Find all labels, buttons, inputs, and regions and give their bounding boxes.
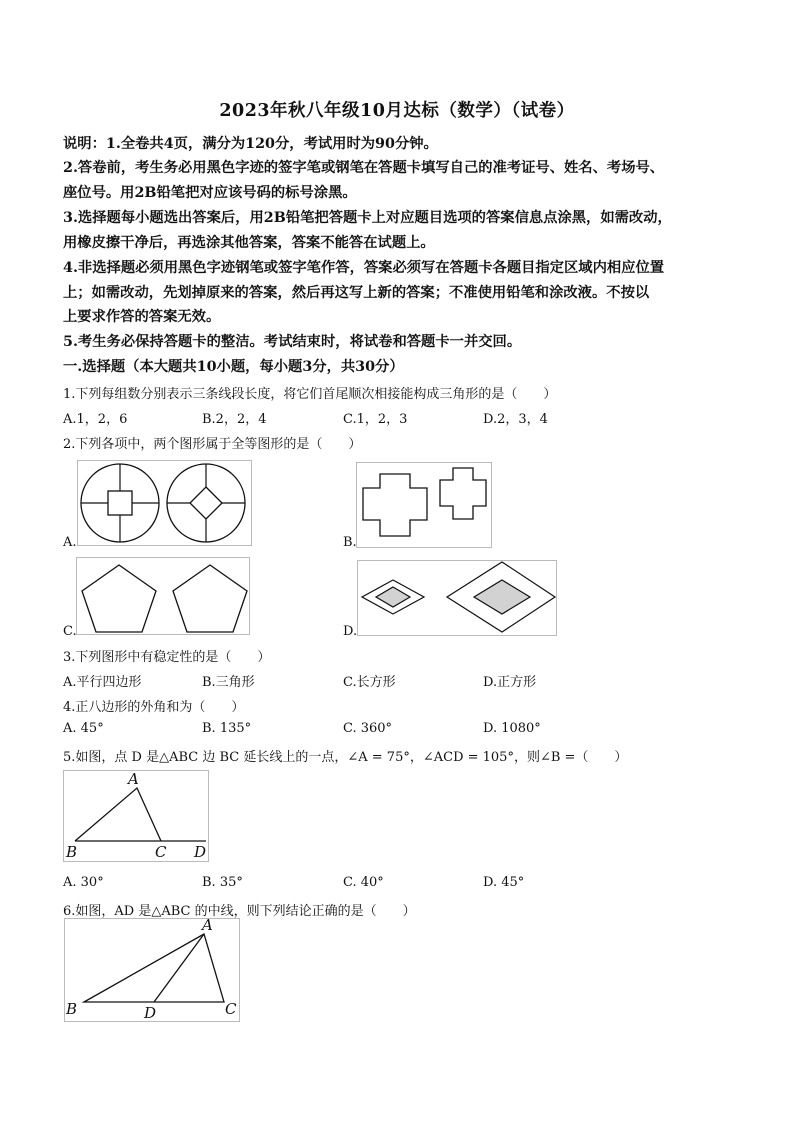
instruction-line: 用橡皮擦干净后，再选涂其他答案，答案不能答在试题上。 xyxy=(63,235,435,251)
question-stem: 3.下列图形中有稳定性的是（ ） xyxy=(63,650,271,665)
instruction-line: 3.选择题每小题选出答案后，用2B铅笔把答题卡上对应题目选项的答案信息点涂黑，如需改动， xyxy=(63,210,672,226)
instruction-line: 上要求作答的答案无效。 xyxy=(63,309,221,325)
point-label-b: B xyxy=(66,1000,78,1018)
question-stem: 4.正八边形的外角和为（ ） xyxy=(63,700,245,715)
option-c[interactable]: C. 40° xyxy=(343,875,384,890)
point-label-a: A xyxy=(128,770,139,788)
option-a[interactable]: A. 45° xyxy=(63,721,104,736)
question-stem: 5.如图，点 D 是△ABC 边 BC 延长线上的一点，∠A = 75°，∠ACD = 105°，则∠B =（ ） xyxy=(63,750,628,765)
figure-circles xyxy=(77,460,252,546)
question-stem: 1.下列每组数分别表示三条线段长度，将它们首尾顺次相接能构成三角形的是（ ） xyxy=(63,387,557,402)
instruction-line: 上；如需改动，先划掉原来的答案，然后再这写上新的答案；不准使用铅笔和涂改液。不按以 xyxy=(63,285,650,301)
point-label-c: C xyxy=(225,1000,237,1018)
section-heading: 一.选择题（本大题共10小题，每小题3分，共30分） xyxy=(63,359,404,375)
option-d[interactable]: D. xyxy=(343,624,358,639)
option-c[interactable]: C. xyxy=(63,624,77,639)
question-stem: 6.如图，AD 是△ABC 的中线，则下列结论正确的是（ ） xyxy=(63,904,416,919)
option-c[interactable]: C.1，2，3 xyxy=(343,412,408,427)
option-d[interactable]: D.2，3，4 xyxy=(483,412,548,427)
option-d[interactable]: D. 1080° xyxy=(483,721,541,736)
instruction-line: 4.非选择题必须用黑色字迹钢笔或签字笔作答，答案必须写在答题卡各题目指定区域内相应位置 xyxy=(63,260,665,276)
option-a[interactable]: A. xyxy=(63,535,77,550)
figure-crosses xyxy=(356,462,492,548)
option-a[interactable]: A.平行四边形 xyxy=(63,675,142,690)
figure-triangle-abcd xyxy=(63,770,209,862)
page-title: 2023年秋八年级10月达标（数学）（试卷） xyxy=(219,101,575,121)
figure-triangle-median xyxy=(64,918,240,1022)
option-d[interactable]: D.正方形 xyxy=(483,675,537,690)
instruction-line: 座位号。用2B铅笔把对应该号码的标号涂黑。 xyxy=(63,185,357,201)
option-b[interactable]: B.三角形 xyxy=(202,675,255,690)
instruction-line: 5.考生务必保持答题卡的整洁。考试结束时，将试卷和答题卡一并交回。 xyxy=(63,334,522,350)
option-d[interactable]: D. 45° xyxy=(483,875,525,890)
instruction-line: 说明：1.全卷共4页，满分为120分，考试用时为90分钟。 xyxy=(63,136,438,152)
figure-diamonds xyxy=(357,560,557,636)
option-b[interactable]: B. 35° xyxy=(202,875,243,890)
option-a[interactable]: A.1，2，6 xyxy=(63,412,128,427)
option-c[interactable]: C.长方形 xyxy=(343,675,396,690)
option-b[interactable]: B. xyxy=(343,535,357,550)
point-label-d: D xyxy=(144,1004,157,1022)
option-a[interactable]: A. 30° xyxy=(63,875,104,890)
instruction-line: 2.答卷前，考生务必用黑色字迹的签字笔或钢笔在答题卡填写自己的准考证号、姓名、考场号、 xyxy=(63,160,665,176)
figure-pentagons xyxy=(76,557,250,635)
point-label-b: B xyxy=(66,843,78,861)
point-label-c: C xyxy=(155,843,167,861)
option-b[interactable]: B.2，2，4 xyxy=(202,412,267,427)
question-stem: 2.下列各项中，两个图形属于全等图形的是（ ） xyxy=(63,437,362,452)
option-b[interactable]: B. 135° xyxy=(202,721,252,736)
point-label-a: A xyxy=(202,916,213,934)
point-label-d: D xyxy=(194,843,207,861)
option-c[interactable]: C. 360° xyxy=(343,721,393,736)
